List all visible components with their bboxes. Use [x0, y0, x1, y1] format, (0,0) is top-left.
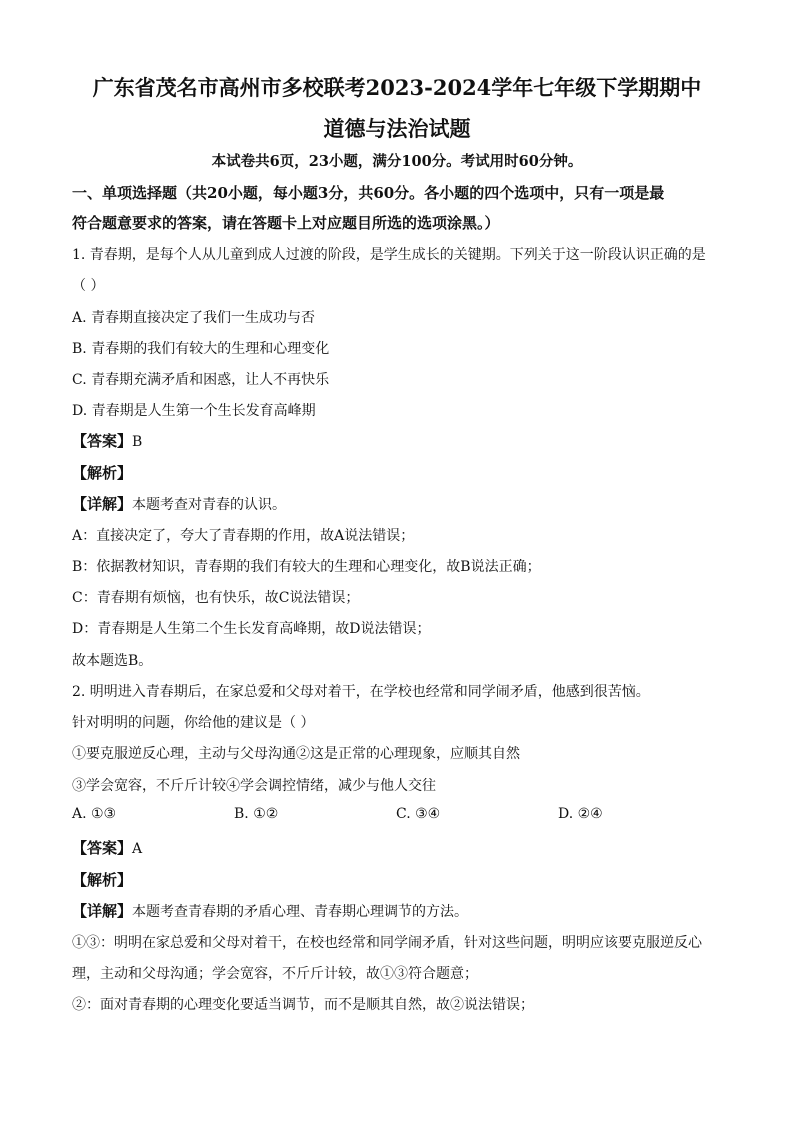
q2-detail — [72, 900, 468, 921]
q2-option-a: A. ①③ — [72, 806, 117, 822]
section-heading-line2: 符合题意要求的答案，请在答题卡上对应题目所选的选项涂黑。） — [72, 214, 500, 232]
q1-detail-label: 【详解】 — [72, 495, 133, 513]
q1-answer-value: B — [132, 434, 143, 450]
q1-answer-label: 【答案】 — [72, 432, 133, 450]
q1-analysis-label: 【解析】 — [72, 464, 133, 482]
q2-explanation-2: ②：面对青春期的心理变化要适当调节，而不是顺其自然，故②说法错误； — [72, 997, 534, 1013]
q2-answer-value: A — [132, 841, 143, 857]
q2-statement-line2: ③学会宽容，不斤斤计较④学会调控情绪，减少与他人交往 — [72, 778, 436, 794]
q2-detail-label: 【详解】 — [72, 902, 133, 920]
q1-explanation-c: C：青春期有烦恼，也有快乐，故C说法错误； — [72, 590, 360, 606]
q1-detail-text: 本题考查对青春的认识。 — [132, 497, 287, 513]
q1-detail — [72, 493, 286, 514]
section-heading-line1: 一、单项选择题（共20小题，每小题3分，共60分。各小题的四个选项中，只有一项是最 — [72, 184, 665, 202]
document-title-line1: 广东省茂名市高州市多校联考2023-2024学年七年级下学期期中 — [92, 75, 702, 100]
q2-statement-line1: ①要克服逆反心理，主动与父母沟通②这是正常的心理现象，应顺其自然 — [72, 746, 520, 762]
q1-stem-line2: （ ） — [72, 278, 105, 294]
q1-explanation-b: B：依据教材知识，青春期的我们有较大的生理和心理变化，故B说法正确； — [72, 559, 541, 575]
q1-option-a: A. 青春期直接决定了我们一生成功与否 — [72, 310, 316, 326]
q1-stem-line1: 1. 青春期，是每个人从儿童到成人过渡的阶段，是学生成长的关键期。下列关于这一阶段认识正确的是 — [72, 247, 706, 263]
document-title-line2: 道德与法治试题 — [323, 116, 471, 141]
q2-stem-line2: 针对明明的问题，你给他的建议是（ ） — [72, 715, 315, 731]
q1-answer — [72, 430, 142, 451]
q2-answer — [72, 837, 142, 858]
q2-detail-text: 本题考查青春期的矛盾心理、青春期心理调节的方法。 — [132, 904, 469, 920]
q1-conclusion: 故本题选B。 — [72, 653, 153, 669]
q2-explanation-13-line2: 理，主动和父母沟通；学会宽容，不斤斤计较，故①③符合题意； — [72, 966, 478, 982]
q1-option-d: D. 青春期是人生第一个生长发育高峰期 — [72, 403, 316, 419]
q2-stem-line1: 2. 明明进入青春期后，在家总爱和父母对着干，在学校也经常和同学闹矛盾，他感到很苦恼。 — [72, 684, 650, 700]
q1-explanation-a: A：直接决定了，夸大了青春期的作用，故A说法错误； — [72, 528, 415, 544]
q1-option-c: C. 青春期充满矛盾和困惑，让人不再快乐 — [72, 372, 330, 388]
q2-option-d: D. ②④ — [558, 806, 603, 822]
exam-note: 本试卷共6页，23小题，满分100分。考试用时60分钟。 — [211, 153, 583, 170]
q2-answer-label: 【答案】 — [72, 839, 133, 857]
q2-analysis-label: 【解析】 — [72, 871, 133, 889]
q2-option-b: B. ①② — [234, 806, 279, 822]
q2-explanation-13-line1: ①③：明明在家总爱和父母对着干，在校也经常和同学闹矛盾，针对这些问题，明明应该要克服逆反心 — [72, 935, 702, 951]
q2-option-c: C. ③④ — [396, 806, 441, 822]
q1-explanation-d: D：青春期是人生第二个生长发育高峰期，故D说法错误； — [72, 621, 431, 637]
q1-option-b: B. 青春期的我们有较大的生理和心理变化 — [72, 341, 330, 357]
